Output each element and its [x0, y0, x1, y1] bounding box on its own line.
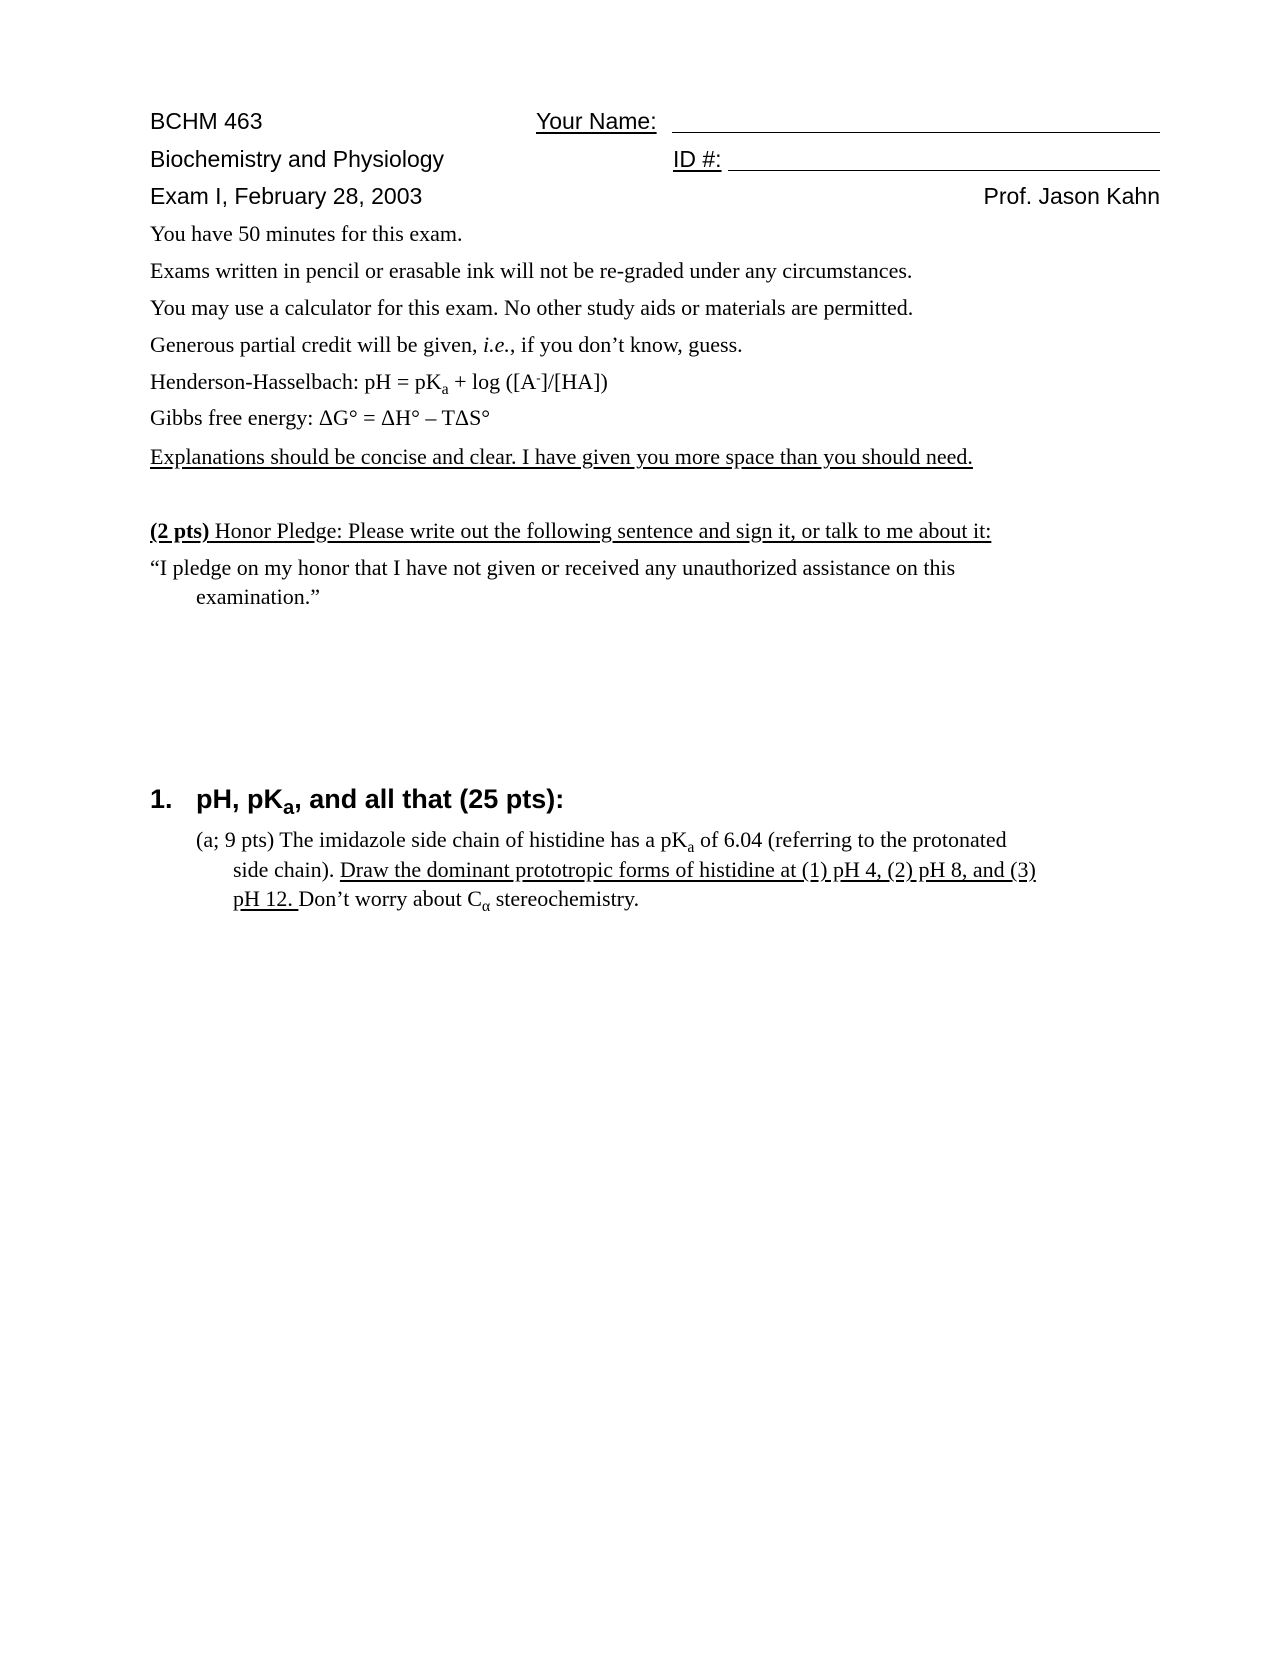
- gibbs-equation: Gibbs free energy: ΔG° = ΔH° – TΔS°: [150, 405, 491, 430]
- hh-part-b: + log ([A: [448, 369, 537, 394]
- question-1-number: 1.: [150, 784, 173, 814]
- id-blank-line[interactable]: [728, 170, 1160, 171]
- honor-instruction-text: Honor Pledge: Please write out the following sentence and sign it, or talk to me about it:: [209, 518, 992, 543]
- q1-title-a: pH, pK: [196, 784, 283, 814]
- q1a-line1-b: of 6.04 (referring to the protonated: [694, 827, 1007, 852]
- id-label: ID #:: [673, 146, 722, 172]
- course-code: BCHM 463: [150, 108, 263, 134]
- hh-part-a: Henderson-Hasselbach: pH = pK: [150, 369, 442, 394]
- q1-title-subscript: a: [283, 797, 295, 820]
- honor-pledge-instruction: [150, 518, 991, 544]
- q1a-line1-a: (a; 9 pts) The imidazole side chain of histidine has a pK: [196, 827, 688, 852]
- your-name-label: Your Name:: [536, 108, 657, 134]
- henderson-hasselbach-equation: [150, 369, 608, 399]
- q1a-line-2: [233, 857, 1036, 883]
- q1a-line3-underlined: pH 12.: [233, 886, 299, 911]
- q1a-line3-b: Don’t worry about C: [298, 886, 482, 911]
- exam-title: Exam I, February 28, 2003: [150, 183, 423, 209]
- q1a-line3-subscript: α: [481, 898, 491, 916]
- credit-text-b: , if you don’t know, guess.: [509, 332, 743, 357]
- q1a-line3-c: stereochemistry.: [490, 886, 640, 911]
- pledge-line-2: examination.”: [196, 584, 321, 609]
- your-name-blank-line[interactable]: [672, 132, 1160, 133]
- honor-points: (2 pts): [150, 518, 210, 543]
- q1a-line2-underlined: Draw the dominant prototropic forms of histidine at (1) pH 4, (2) pH 8, and (3): [339, 857, 1036, 882]
- answer-space[interactable]: [150, 930, 1160, 1610]
- credit-text-a: Generous partial credit will be given,: [150, 332, 483, 357]
- instruction-credit: [150, 332, 743, 358]
- pledge-line-1: “I pledge on my honor that I have not given or received any unauthorized assistance on this: [150, 555, 956, 580]
- q1-title-b: , and all that (25 pts):: [294, 784, 565, 814]
- professor-name: Prof. Jason Kahn: [983, 183, 1160, 209]
- q1a-line-3: [233, 886, 640, 916]
- credit-ie: i.e.: [482, 332, 510, 357]
- hh-subscript: a: [441, 381, 449, 399]
- q1a-line2-a: side chain).: [233, 857, 340, 882]
- hh-superscript: -: [536, 369, 541, 385]
- hh-part-c: ]/[HA]): [540, 369, 608, 394]
- course-title: Biochemistry and Physiology: [150, 146, 445, 172]
- question-1-title: [196, 784, 565, 820]
- instruction-pencil: Exams written in pencil or erasable ink will not be re-graded under any circumstances.: [150, 258, 913, 283]
- instruction-calculator: You may use a calculator for this exam. No other study aids or materials are permitted.: [150, 295, 914, 320]
- instruction-explanations: Explanations should be concise and clear. I have given you more space than you should need.: [150, 444, 973, 469]
- q1a-line-1: [196, 827, 1007, 857]
- q1a-line1-subscript: a: [687, 839, 695, 857]
- instruction-time: You have 50 minutes for this exam.: [150, 221, 463, 246]
